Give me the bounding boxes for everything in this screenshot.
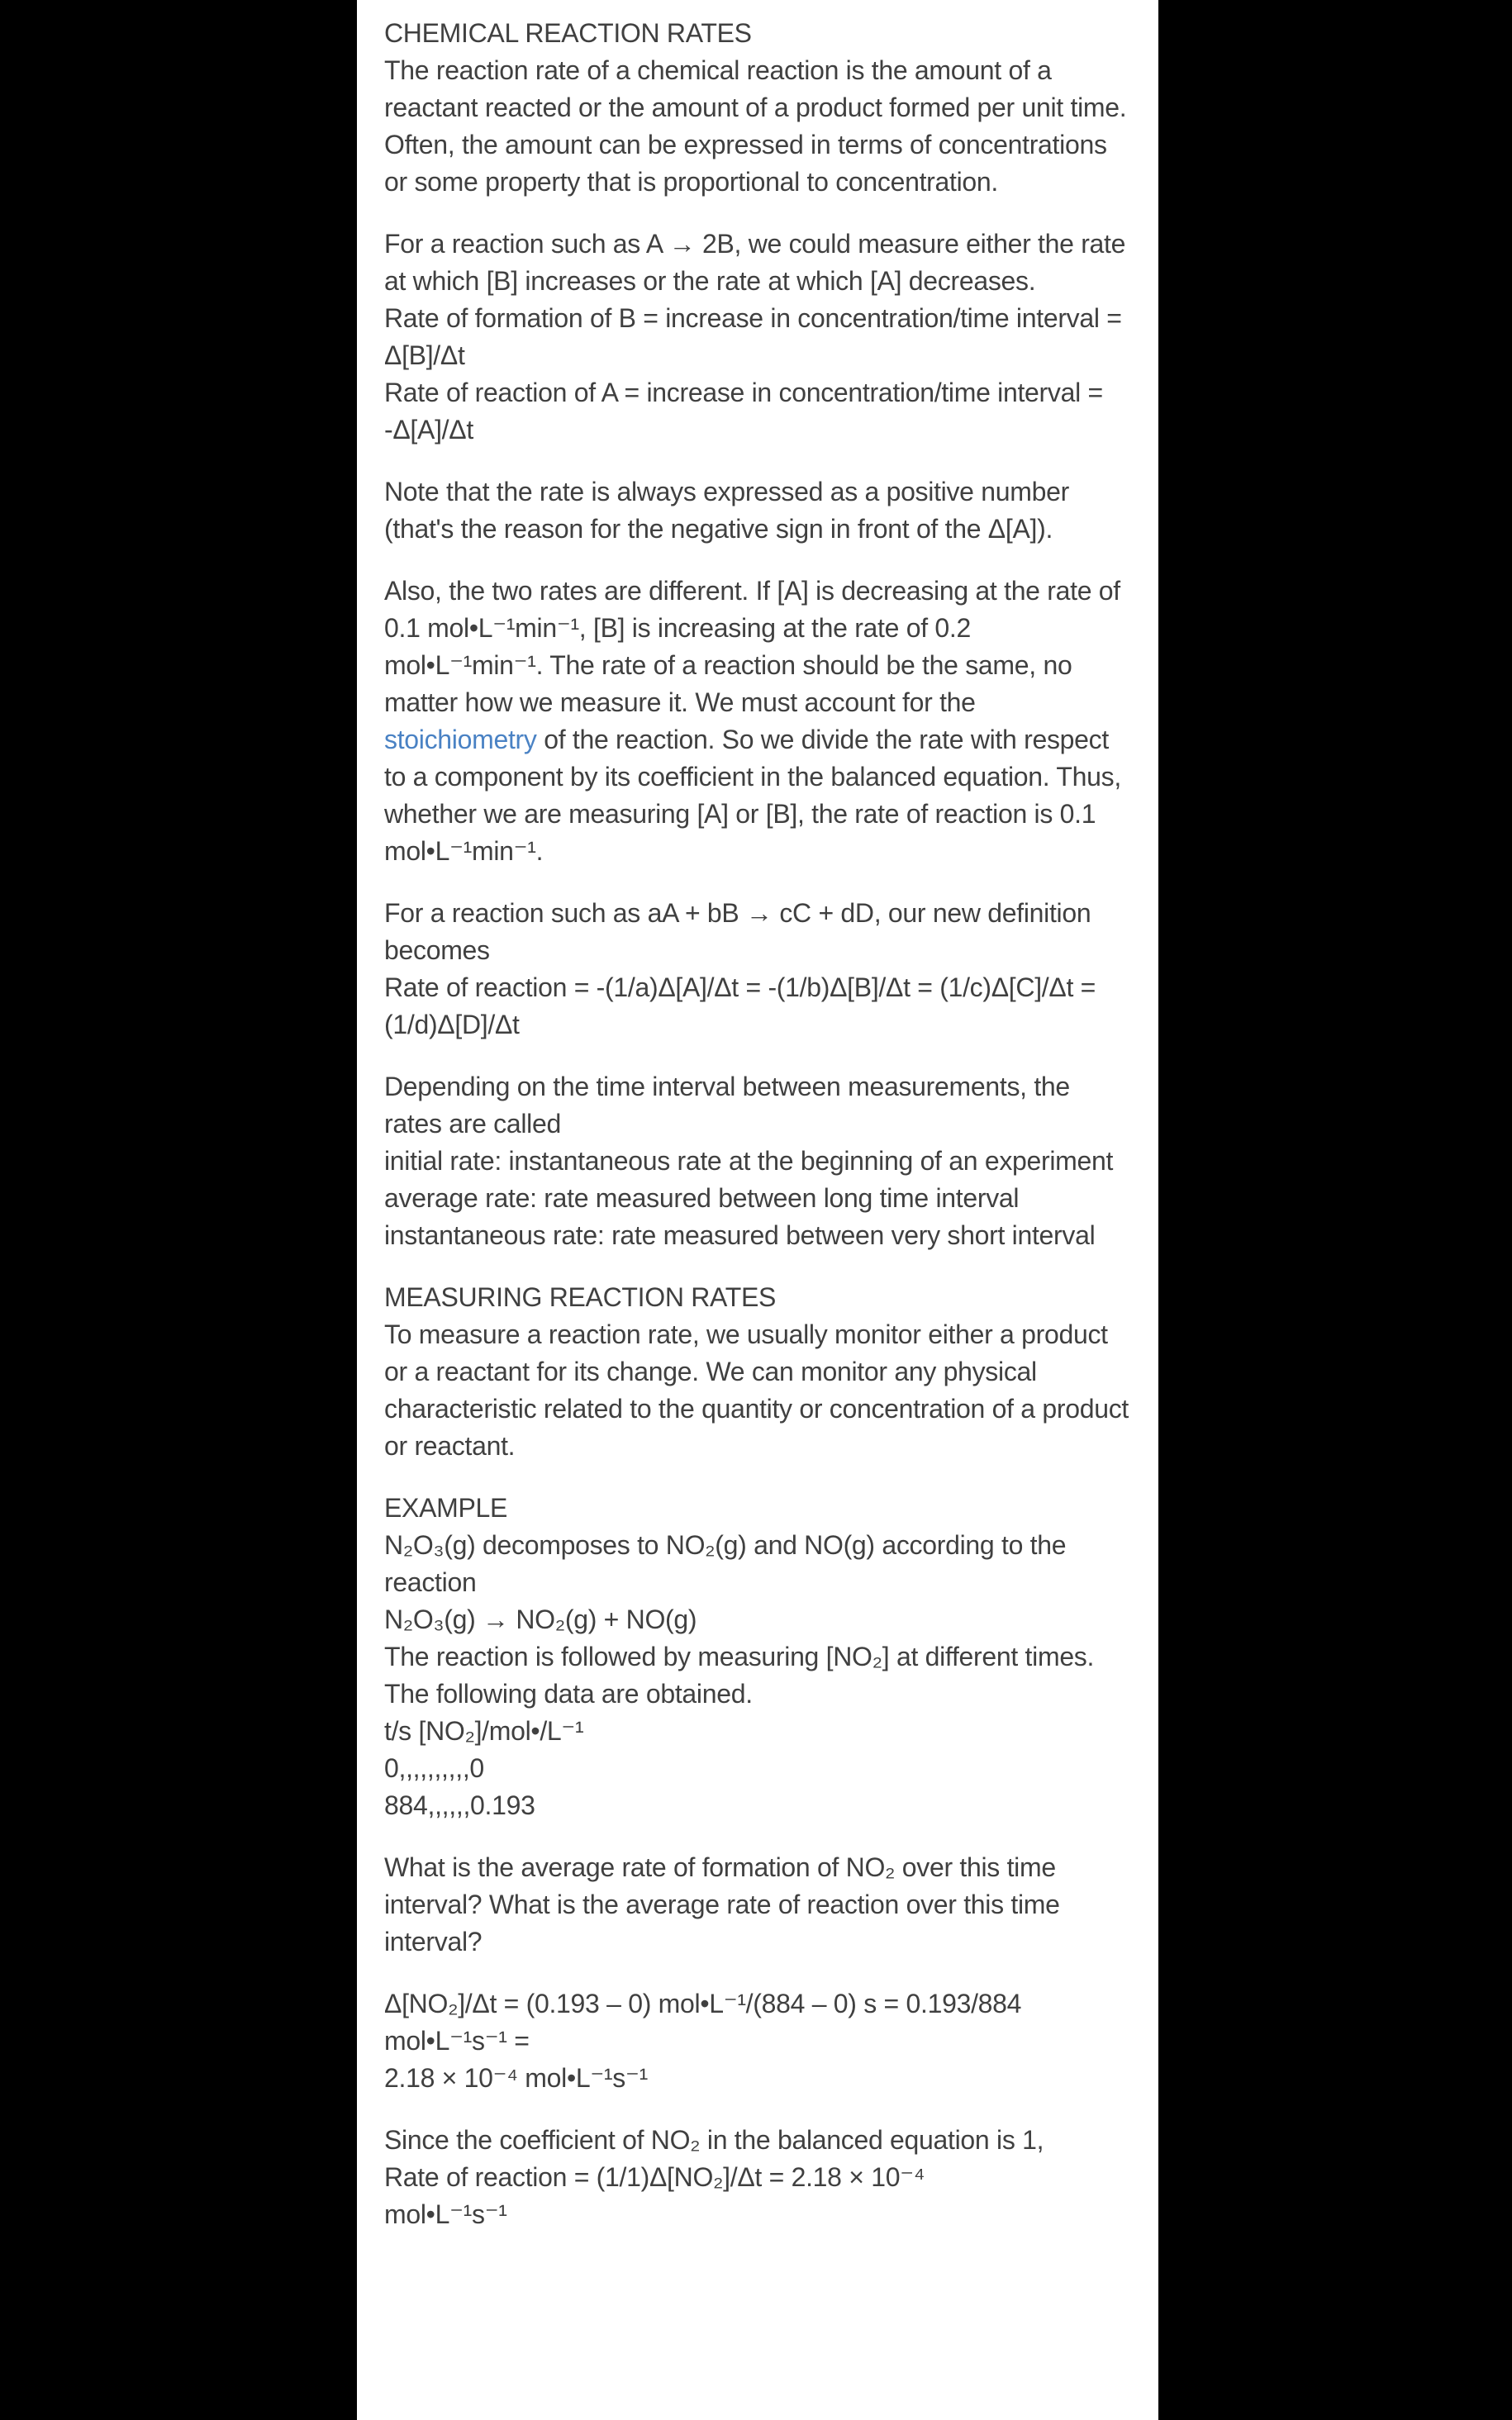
equation-rate-of-reaction-result: Rate of reaction = (1/1)Δ[NO₂]/Δt = 2.18 × 10⁻⁴ bbox=[384, 2162, 925, 2192]
paragraph-note-positive: Note that the rate is always expressed as a positive number (that's the reason for the negative sign in front of the Δ[A]). bbox=[384, 477, 1069, 544]
paragraph-n2o3-decomposes: N₂O₃(g) decomposes to NO₂(g) and NO(g) according to the reaction bbox=[384, 1530, 1067, 1597]
intro-block bbox=[384, 15, 1134, 201]
question-block bbox=[384, 1849, 1134, 1961]
stoichiometry-block bbox=[384, 573, 1134, 870]
equation-rate-units: mol•L⁻¹s⁻¹ bbox=[384, 2199, 507, 2229]
paragraph-depending-interval: Depending on the time interval between measurements, the rates are called bbox=[384, 1072, 1070, 1139]
body-text: Also, the two rates are different. If [A] is decreasing at the rate of 0.1 mol•L⁻¹min⁻¹, [B] is increasing at the rate of 0.2 mol•L⁻¹min⁻¹. The rate of a reaction should be the same, no matter how we measure it. We must account for the bbox=[384, 576, 1120, 717]
rate-types-block bbox=[384, 1068, 1134, 1254]
note-positive-block bbox=[384, 473, 1134, 548]
two-rates-block bbox=[384, 226, 1134, 449]
heading-measuring-reaction-rates: MEASURING REACTION RATES bbox=[384, 1282, 777, 1312]
measuring-block bbox=[384, 1279, 1134, 1465]
general-definition-block bbox=[384, 895, 1134, 1044]
equation-rate-reaction-a: Rate of reaction of A = increase in concentration/time interval = -Δ[A]/Δt bbox=[384, 378, 1103, 445]
paragraph-followed-by-measuring: The reaction is followed by measuring [NO₂] at different times. The following data are obtained. bbox=[384, 1642, 1095, 1709]
content-panel bbox=[357, 0, 1158, 2420]
paragraph-reaction-rate-definition: The reaction rate of a chemical reaction is the amount of a reactant reacted or the amount of a product formed per unit time. Often, the amount can be expressed in terms of concentrations or some property that is proportional to concentration. bbox=[384, 55, 1127, 197]
equation-general-rate: Rate of reaction = -(1/a)Δ[A]/Δt = -(1/b)Δ[B]/Δt = (1/c)Δ[C]/Δt = (1/d)Δ[D]/Δt bbox=[384, 972, 1096, 1039]
body-text: of the reaction. So we divide the rate with respect to a component by its coefficient in the balanced equation. Thus, whether we are measuring [A] or [B], the rate of reaction is 0.1 mol•L⁻¹min⁻¹. bbox=[384, 725, 1121, 866]
heading-chemical-reaction-rates: CHEMICAL REACTION RATES bbox=[384, 18, 752, 48]
document-body bbox=[384, 15, 1134, 2233]
example-block bbox=[384, 1490, 1134, 1824]
solution-formation-block bbox=[384, 1985, 1134, 2097]
definition-instantaneous-rate: instantaneous rate: rate measured between very short interval bbox=[384, 1220, 1096, 1250]
paragraph-question: What is the average rate of formation of NO₂ over this time interval? What is the average rate of reaction over this time interval? bbox=[384, 1852, 1060, 1956]
paragraph-a-to-2b: For a reaction such as A → 2B, we could measure either the rate at which [B] increases or the rate at which [A] decreases. bbox=[384, 229, 1126, 296]
data-table-header: t/s [NO₂]/mol•/L⁻¹ bbox=[384, 1716, 584, 1746]
paragraph-aa-bb-cc-dd: For a reaction such as aA + bB → cC + dD, our new definition becomes bbox=[384, 898, 1091, 965]
stoichiometry-link[interactable]: stoichiometry bbox=[384, 725, 537, 754]
data-row-t884: 884,,,,,,0.193 bbox=[384, 1790, 535, 1820]
definition-initial-rate: initial rate: instantaneous rate at the beginning of an experiment bbox=[384, 1146, 1114, 1176]
definition-average-rate: average rate: rate measured between long time interval bbox=[384, 1183, 1020, 1213]
data-row-t0: 0,,,,,,,,,,0 bbox=[384, 1753, 484, 1783]
equation-delta-no2: Δ[NO₂]/Δt = (0.193 – 0) mol•L⁻¹/(884 – 0) s = 0.193/884 mol•L⁻¹s⁻¹ = bbox=[384, 1989, 1022, 2056]
equation-rate-formation-b: Rate of formation of B = increase in concentration/time interval = Δ[B]/Δt bbox=[384, 303, 1122, 370]
equation-n2o3-reaction: N₂O₃(g) → NO₂(g) + NO(g) bbox=[384, 1605, 697, 1634]
solution-reaction-block bbox=[384, 2122, 1134, 2233]
heading-example: EXAMPLE bbox=[384, 1493, 508, 1523]
equation-formation-result: 2.18 × 10⁻⁴ mol•L⁻¹s⁻¹ bbox=[384, 2063, 648, 2093]
paragraph-since-coefficient: Since the coefficient of NO₂ in the balanced equation is 1, bbox=[384, 2125, 1044, 2155]
paragraph-measuring: To measure a reaction rate, we usually monitor either a product or a reactant for its change. We can monitor any physical characteristic related to the quantity or concentration of a product or reactant. bbox=[384, 1319, 1129, 1461]
paragraph-stoichiometry bbox=[384, 573, 1134, 870]
